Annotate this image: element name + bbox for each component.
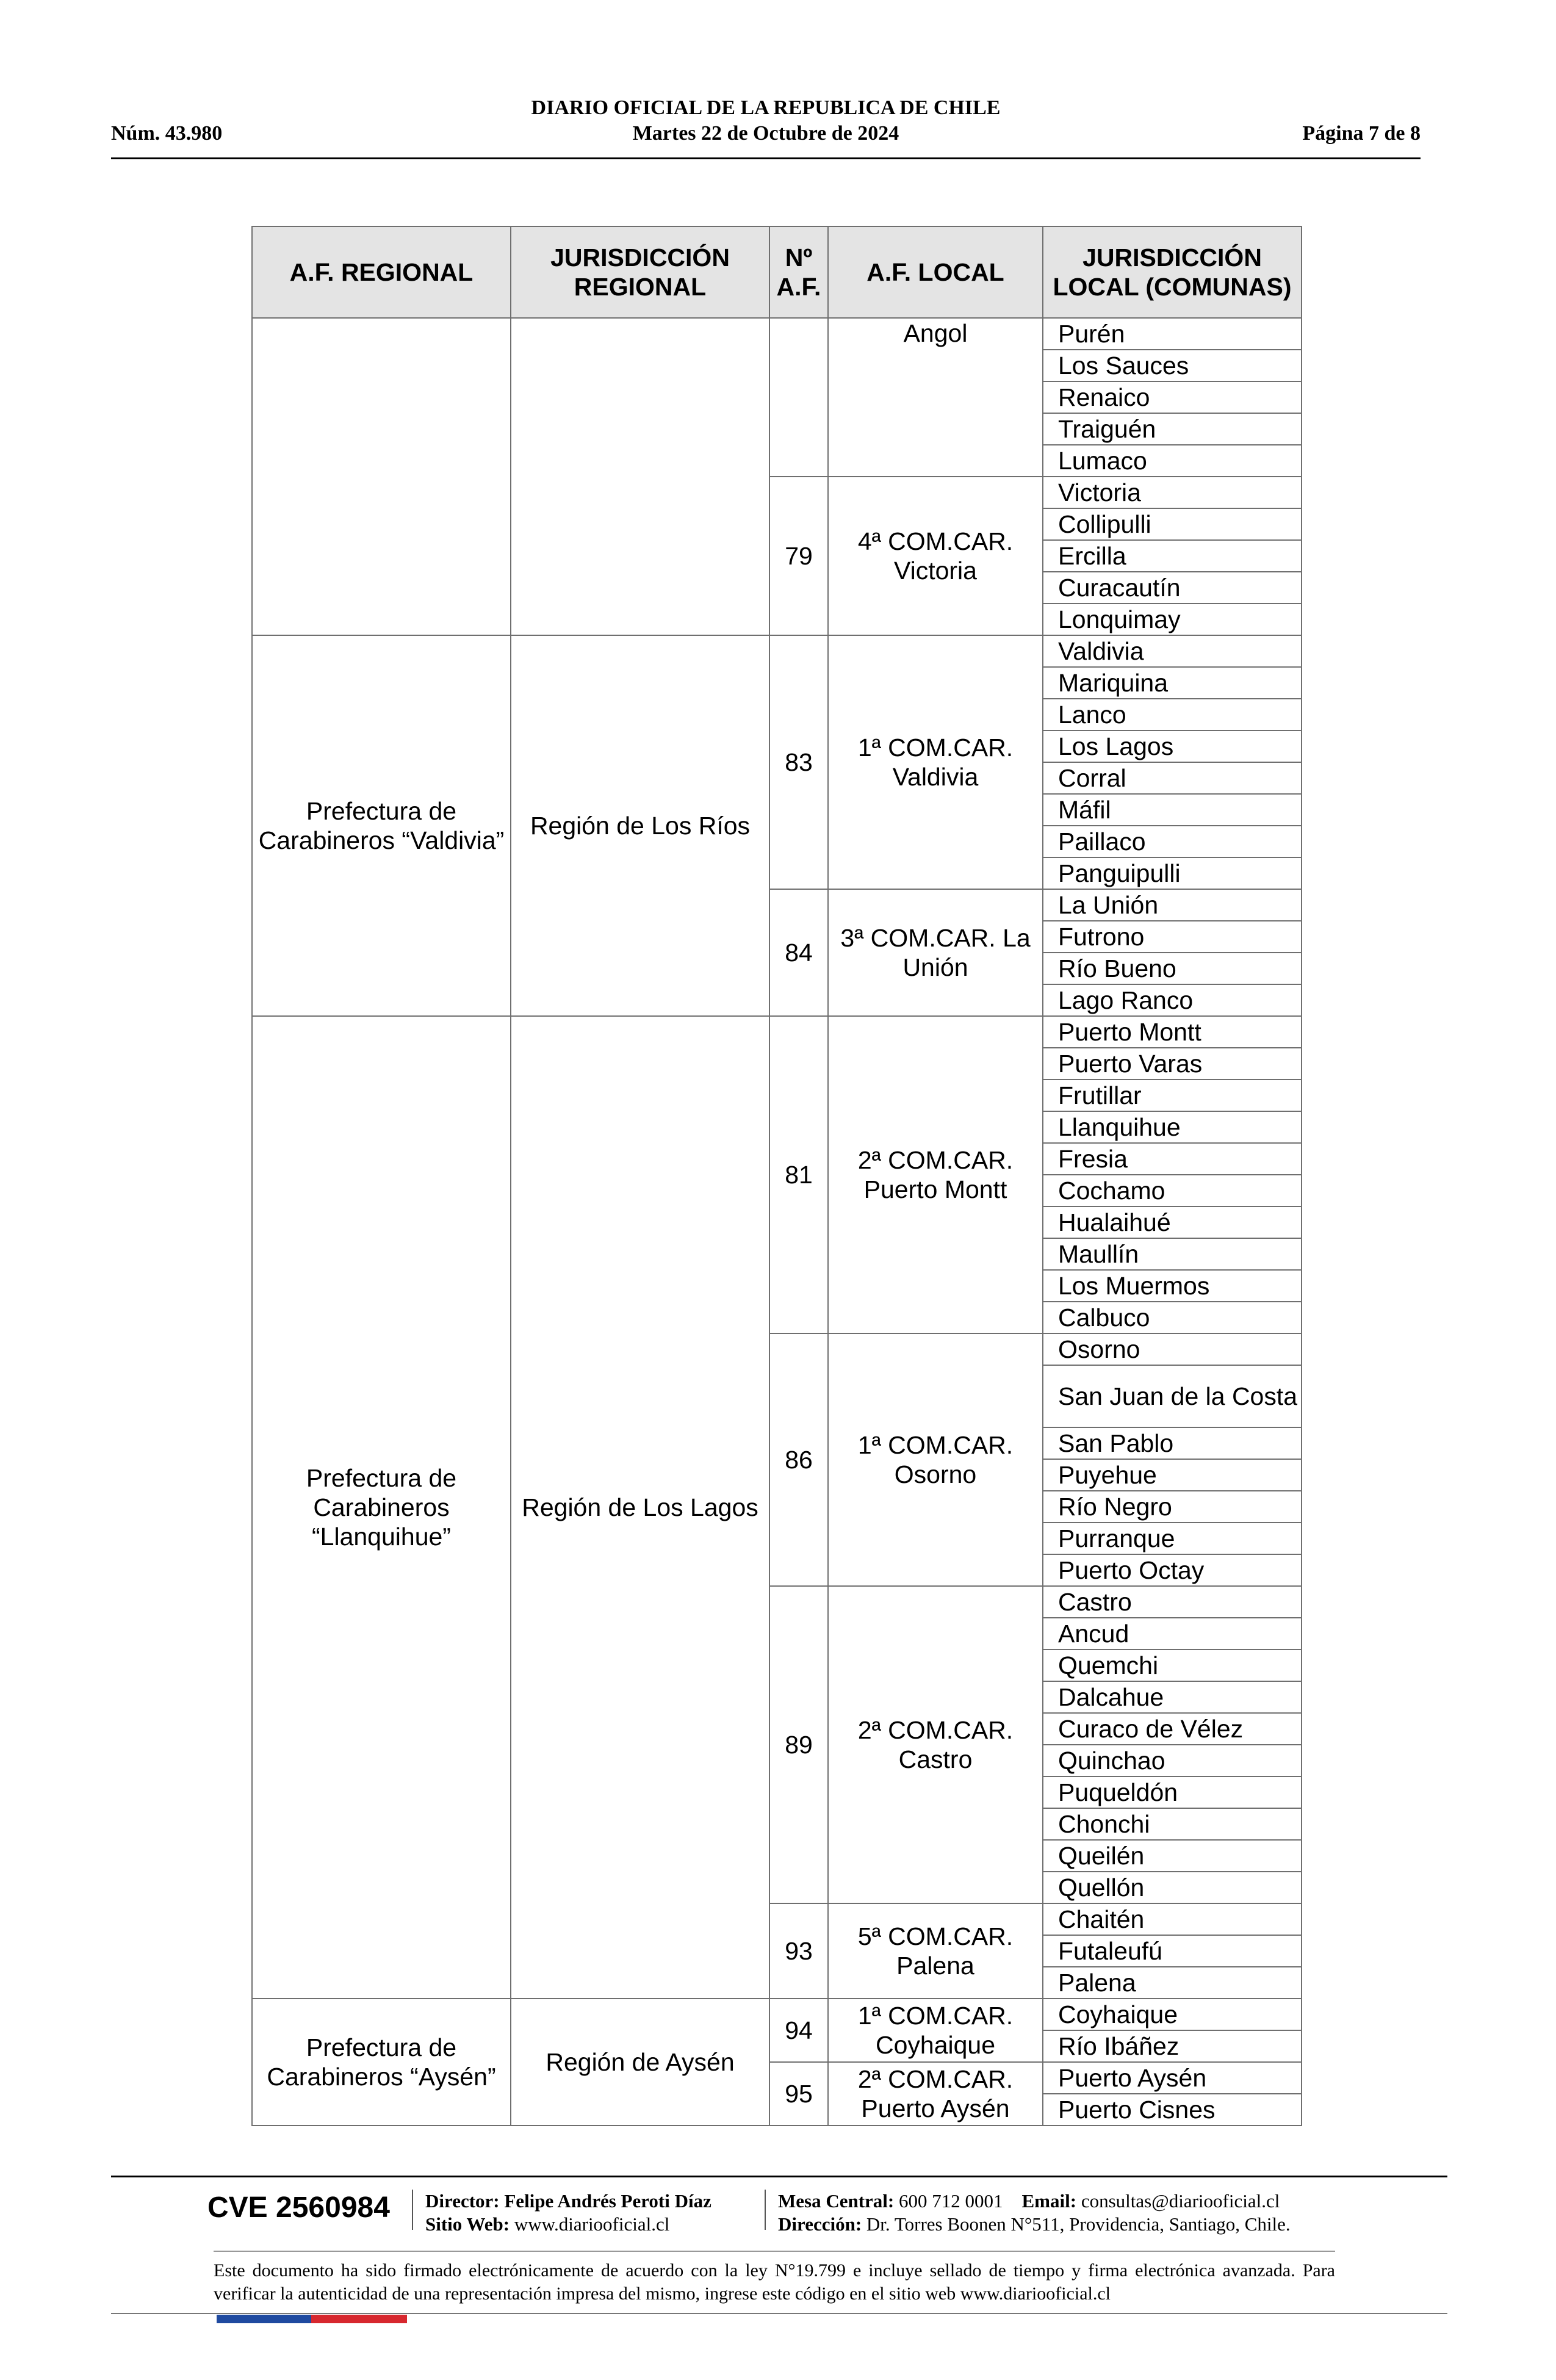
comuna-cell: Valdivia [1043, 635, 1302, 667]
direccion-address: Dr. Torres Boonen N°511, Providencia, Santiago, Chile. [866, 2213, 1291, 2235]
table-row [252, 318, 1302, 350]
web-label: Sitio Web: [425, 2213, 510, 2235]
comuna-cell: Puerto Octay [1043, 1554, 1302, 1586]
comuna-cell: Lonquimay [1043, 604, 1302, 635]
regional-cell: Prefectura de Carabineros “Aysén” [252, 1999, 511, 2126]
jurisdiction-cell: Región de Los Lagos [511, 1016, 769, 1999]
comuna-cell: La Unión [1043, 889, 1302, 921]
comuna-cell: Queilén [1043, 1840, 1302, 1872]
jurisdiction-table [251, 226, 1302, 2126]
comuna-cell: Cochamo [1043, 1175, 1302, 1206]
comuna-cell: Río Bueno [1043, 953, 1302, 984]
cve-code: CVE 2560984 [207, 2191, 390, 2224]
column-header-jurisdiccion-local: JURISDICCIÓN LOCAL (COMUNAS) [1043, 226, 1302, 318]
comuna-cell: Los Muermos [1043, 1270, 1302, 1302]
table-row [252, 1999, 1302, 2030]
comuna-cell: Quellón [1043, 1872, 1302, 1903]
comuna-cell: Calbuco [1043, 1302, 1302, 1333]
comuna-cell: Curacautín [1043, 572, 1302, 604]
regional-cell-continued [252, 318, 511, 635]
comuna-cell: Quinchao [1043, 1745, 1302, 1776]
comuna-cell: Río Negro [1043, 1491, 1302, 1523]
issue-number: Núm. 43.980 [111, 122, 223, 145]
comuna-cell: Collipulli [1043, 508, 1302, 540]
comuna-cell: Puqueldón [1043, 1776, 1302, 1808]
af-number-cell: 84 [769, 889, 828, 1016]
comuna-cell: Lanco [1043, 699, 1302, 730]
af-number-cell: 95 [769, 2062, 828, 2126]
comuna-cell: Puerto Montt [1043, 1016, 1302, 1048]
direccion-label: Dirección: [778, 2213, 862, 2235]
page-number: Página 7 de 8 [1302, 122, 1421, 145]
column-header-jurisdiccion-regional: JURISDICCIÓN REGIONAL [511, 226, 769, 318]
table-row [252, 1016, 1302, 1048]
comuna-cell: Puerto Varas [1043, 1048, 1302, 1080]
local-unit-cell: 1ª COM.CAR. Osorno [828, 1333, 1043, 1586]
regional-cell: Prefectura de Carabineros “Valdivia” [252, 635, 511, 1016]
comuna-cell: Llanquihue [1043, 1111, 1302, 1143]
local-unit-cell: 2ª COM.CAR. Puerto Aysén [828, 2062, 1043, 2126]
jurisdiction-cell: Región de Aysén [511, 1999, 769, 2126]
regional-cell: Prefectura de Carabineros “Llanquihue” [252, 1016, 511, 1999]
publication-date: Martes 22 de Octubre de 2024 [632, 122, 899, 145]
footer-director-block [425, 2190, 711, 2236]
footer-separator [412, 2190, 413, 2230]
footer-bottom-line [111, 2313, 1447, 2314]
comuna-cell: Frutillar [1043, 1080, 1302, 1111]
af-number-cell: 81 [769, 1016, 828, 1333]
comuna-cell: Hualaihué [1043, 1206, 1302, 1238]
footer-separator [765, 2190, 766, 2230]
comuna-cell: San Pablo [1043, 1427, 1302, 1459]
publication-title: DIARIO OFICIAL DE LA REPUBLICA DE CHILE [531, 96, 1001, 119]
mesa-phone: 600 712 0001 [899, 2190, 1003, 2212]
comuna-cell: Paillaco [1043, 826, 1302, 857]
local-unit-cell: Angol [828, 318, 1043, 477]
comuna-cell: Curaco de Vélez [1043, 1713, 1302, 1745]
flag-stripe-blue [217, 2315, 311, 2323]
mesa-label: Mesa Central: [778, 2190, 895, 2212]
footer-divider [111, 2176, 1447, 2177]
comuna-cell: Máfil [1043, 794, 1302, 826]
comuna-cell: Chonchi [1043, 1808, 1302, 1840]
comuna-cell: Lago Ranco [1043, 984, 1302, 1016]
comuna-cell: Puerto Cisnes [1043, 2094, 1302, 2126]
comuna-cell: Corral [1043, 762, 1302, 794]
table-row [252, 635, 1302, 667]
af-number-cell: 79 [769, 477, 828, 635]
comuna-cell: Río Ibáñez [1043, 2030, 1302, 2062]
comuna-cell: Fresia [1043, 1143, 1302, 1175]
comuna-cell: Los Lagos [1043, 730, 1302, 762]
comuna-cell: Maullín [1043, 1238, 1302, 1270]
comuna-cell: Puerto Aysén [1043, 2062, 1302, 2094]
table-header-row [252, 226, 1302, 318]
comuna-cell: San Juan de la Costa [1043, 1365, 1302, 1427]
comuna-cell: Palena [1043, 1967, 1302, 1999]
column-header-af-regional: A.F. REGIONAL [252, 226, 511, 318]
director-name: Felipe Andrés Peroti Díaz [504, 2190, 711, 2212]
comuna-cell: Coyhaique [1043, 1999, 1302, 2030]
local-unit-cell: 1ª COM.CAR. Coyhaique [828, 1999, 1043, 2062]
comuna-cell: Panguipulli [1043, 857, 1302, 889]
comuna-cell: Futaleufú [1043, 1935, 1302, 1967]
email-address[interactable]: consultas@diariooficial.cl [1081, 2190, 1280, 2212]
director-label: Director: [425, 2190, 500, 2212]
comuna-cell: Lumaco [1043, 445, 1302, 477]
flag-stripe-red [311, 2315, 407, 2323]
comuna-cell: Osorno [1043, 1333, 1302, 1365]
comuna-cell: Purén [1043, 318, 1302, 350]
comuna-cell: Futrono [1043, 921, 1302, 953]
column-header-af-local: A.F. LOCAL [828, 226, 1043, 318]
comuna-cell: Ercilla [1043, 540, 1302, 572]
comuna-cell: Quemchi [1043, 1650, 1302, 1681]
af-number-cell [769, 318, 828, 477]
comuna-cell: Ancud [1043, 1618, 1302, 1650]
comuna-cell: Purranque [1043, 1523, 1302, 1554]
local-unit-cell: 2ª COM.CAR. Puerto Montt [828, 1016, 1043, 1333]
page-header [111, 92, 1421, 159]
comuna-cell: Chaitén [1043, 1903, 1302, 1935]
af-number-cell: 93 [769, 1903, 828, 1999]
local-unit-cell: 3ª COM.CAR. La Unión [828, 889, 1043, 1016]
comuna-cell: Victoria [1043, 477, 1302, 508]
comuna-cell: Los Sauces [1043, 350, 1302, 381]
column-header-numero-af: Nº A.F. [769, 226, 828, 318]
comuna-cell: Castro [1043, 1586, 1302, 1618]
footer-contact-block [778, 2190, 1291, 2236]
af-number-cell: 83 [769, 635, 828, 889]
email-label: Email: [1021, 2190, 1077, 2212]
local-unit-cell: 2ª COM.CAR. Castro [828, 1586, 1043, 1903]
signature-note: Este documento ha sido firmado electrónicamente de acuerdo con la ley N°19.799 e incluye sellado de tiempo y firma electrónica avanzada. Para verificar la autenticidad de una representación impresa del mismo, ingrese este código en el sitio web www.diariooficial.cl [214, 2260, 1335, 2304]
local-unit-cell: 5ª COM.CAR. Palena [828, 1903, 1043, 1999]
local-unit-cell: 4ª COM.CAR. Victoria [828, 477, 1043, 635]
jurisdiction-cell-continued [511, 318, 769, 635]
comuna-cell: Mariquina [1043, 667, 1302, 699]
af-number-cell: 94 [769, 1999, 828, 2062]
comuna-cell: Dalcahue [1043, 1681, 1302, 1713]
jurisdiction-cell: Región de Los Ríos [511, 635, 769, 1016]
footer-note-divider [214, 2251, 1335, 2252]
af-number-cell: 86 [769, 1333, 828, 1586]
comuna-cell: Renaico [1043, 381, 1302, 413]
web-address[interactable]: www.diariooficial.cl [514, 2213, 670, 2235]
local-unit-cell: 1ª COM.CAR. Valdivia [828, 635, 1043, 889]
af-number-cell: 89 [769, 1586, 828, 1903]
comuna-cell: Puyehue [1043, 1459, 1302, 1491]
comuna-cell: Traiguén [1043, 413, 1302, 445]
